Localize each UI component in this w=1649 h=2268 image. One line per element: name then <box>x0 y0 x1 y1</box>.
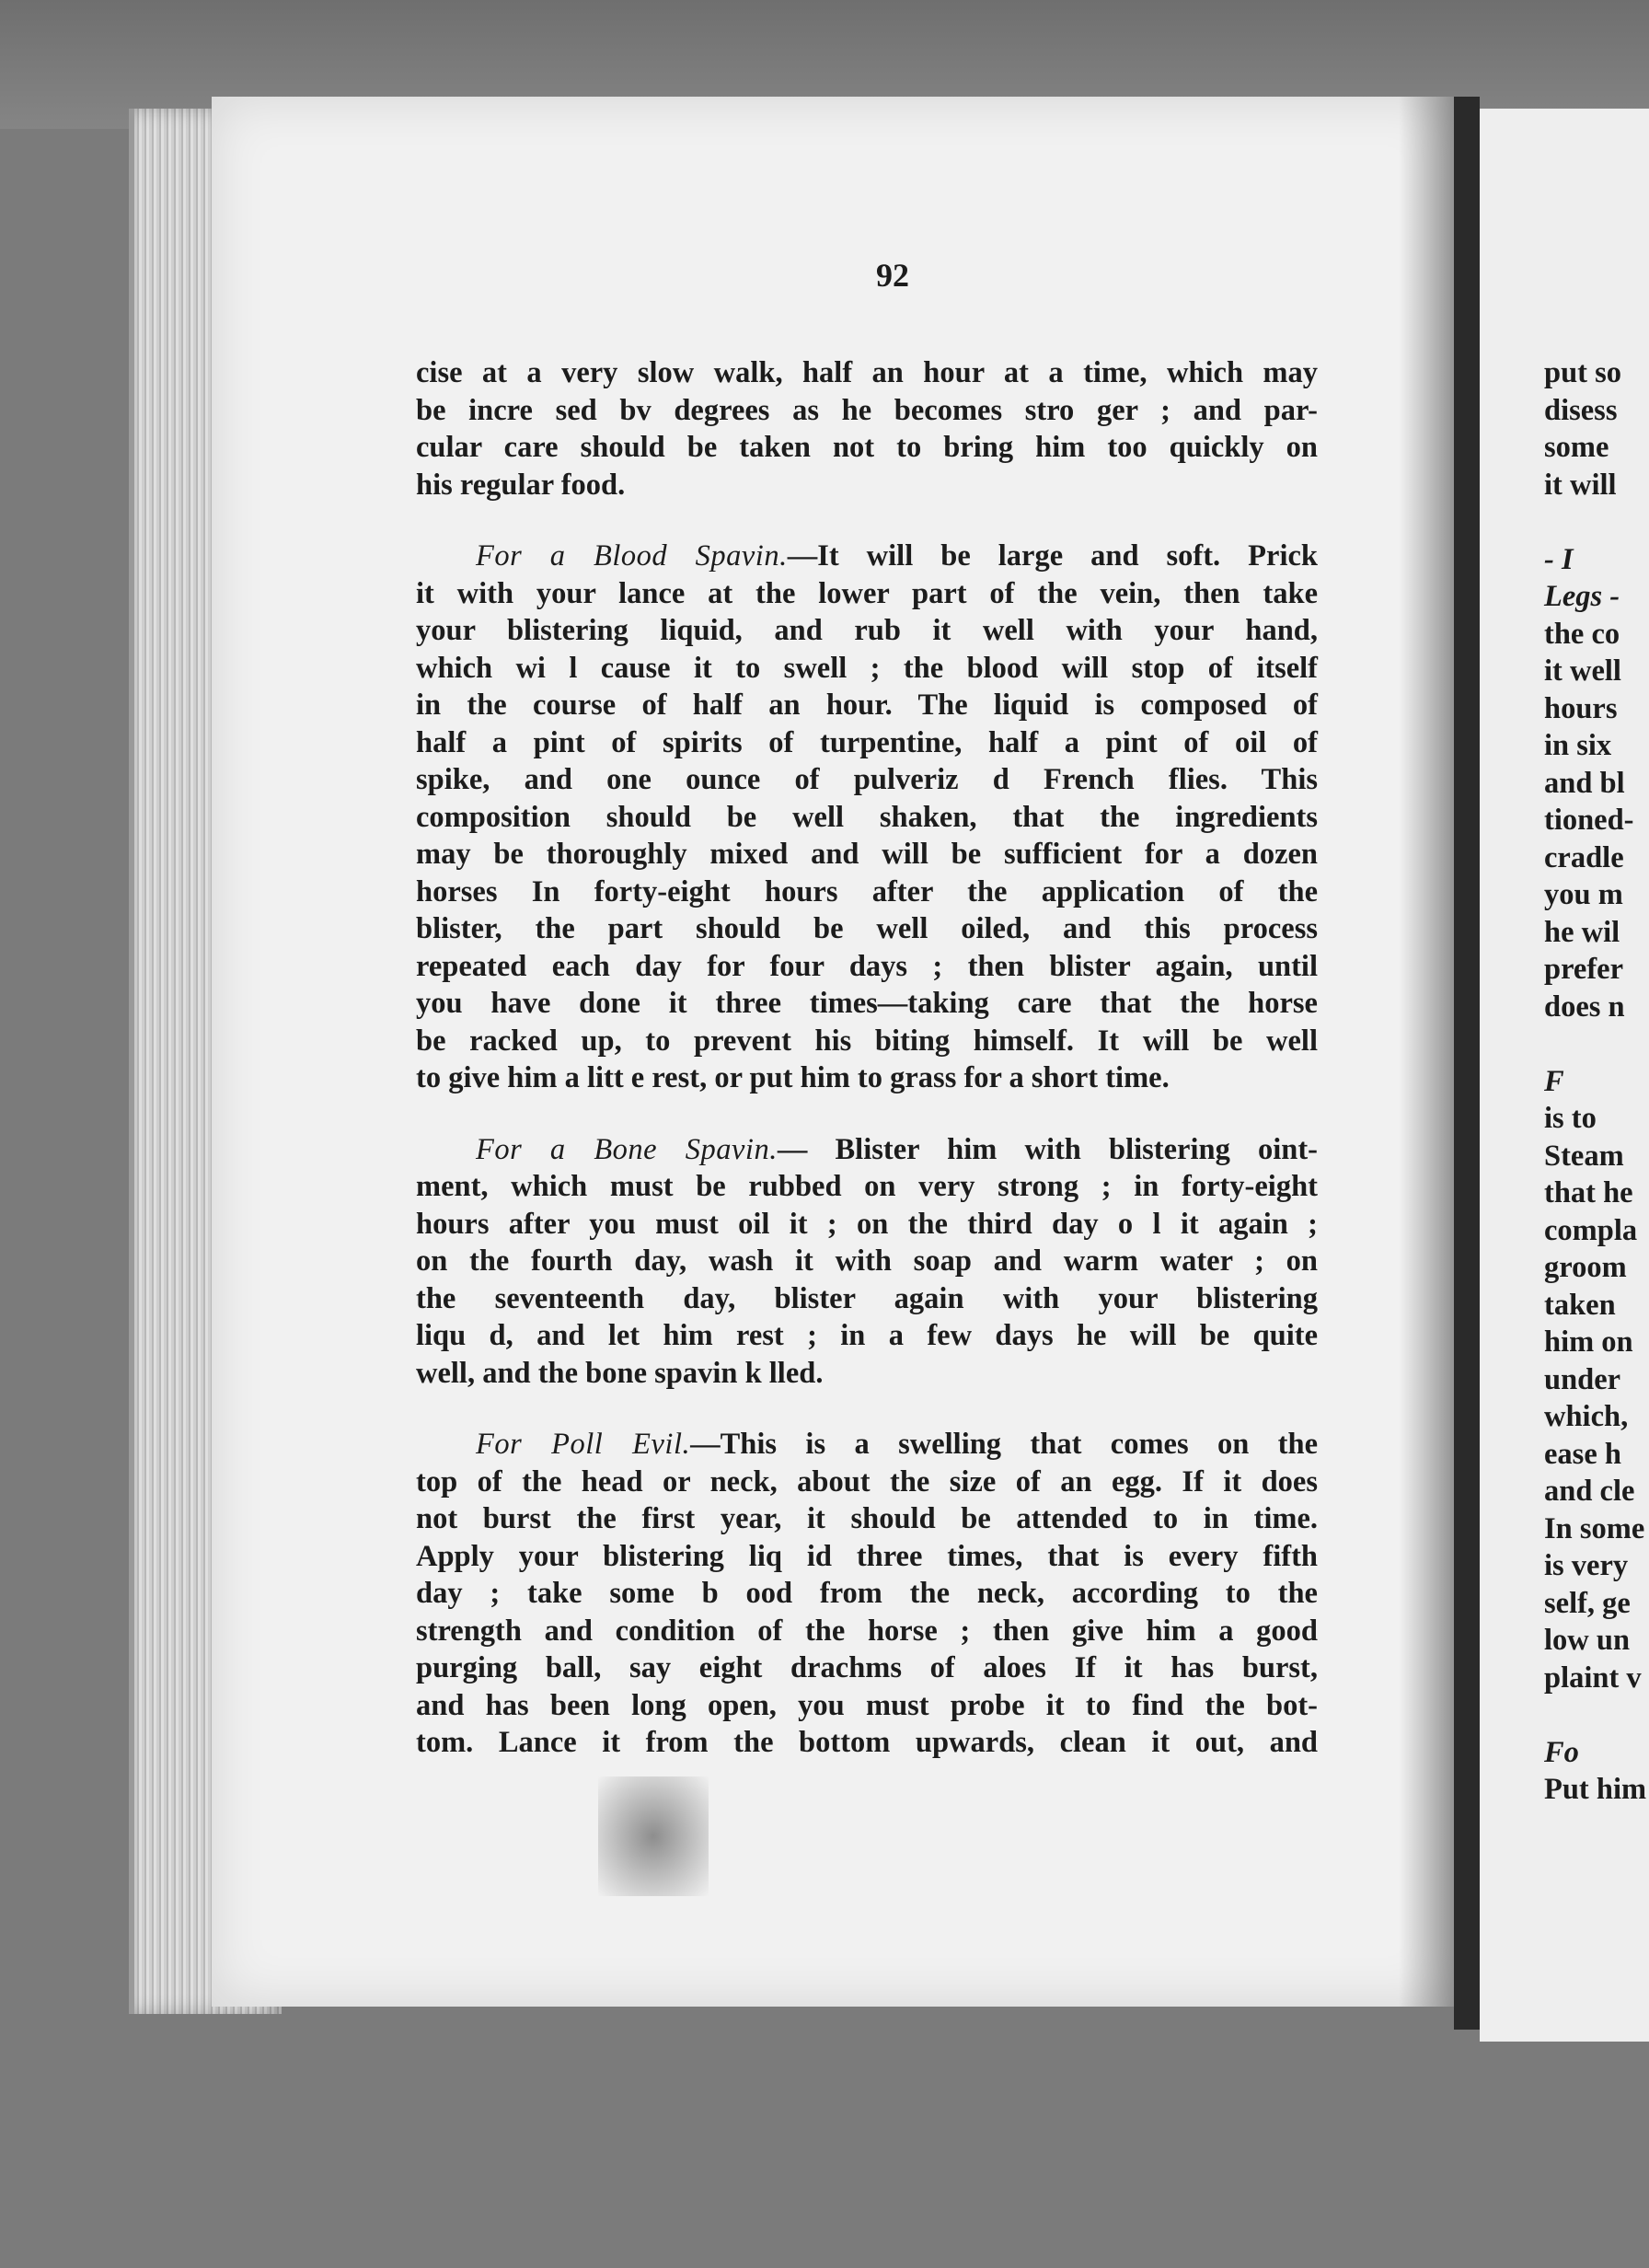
facing-line: ease h <box>1544 1437 1621 1471</box>
facing-page-text <box>1544 354 1649 1809</box>
facing-line: it well <box>1544 654 1621 688</box>
facing-line: put so <box>1544 356 1621 389</box>
text-line: composition should be well shaken, that the ingredients <box>416 800 1318 834</box>
facing-line: Put him <box>1544 1773 1647 1806</box>
text-line: be incre sed bv degrees as he becomes stro ger ; and par- <box>416 393 1318 427</box>
text-line: and has been long open, you must probe it to find the bot- <box>416 1688 1318 1722</box>
facing-line: cradle <box>1544 840 1624 874</box>
facing-line: him on <box>1544 1325 1633 1359</box>
text-line-first: For a Bone Spavin.— Blister him with blistering oint- <box>476 1132 1318 1166</box>
text-line: the seventeenth day, blister again with your blistering <box>416 1281 1318 1315</box>
facing-line: - I <box>1544 542 1574 576</box>
text-line: horses In forty-eight hours after the application of the <box>416 874 1318 908</box>
text-line: be racked up, to prevent his biting himself. It will be well <box>416 1024 1318 1058</box>
facing-line: the co <box>1544 617 1620 651</box>
facing-line: is to <box>1544 1102 1597 1135</box>
text-line: Apply your blistering liq id three times, that is every fifth <box>416 1539 1318 1573</box>
text-line: liqu d, and let him rest ; in a few days he will be quite <box>416 1319 1318 1352</box>
facing-line: he wil <box>1544 915 1620 949</box>
text-line: half a pint of spirits of turpentine, half a pint of oil of <box>416 725 1318 759</box>
facing-line: that he <box>1544 1176 1633 1209</box>
section-heading: For a Bone Spavin. <box>476 1132 778 1166</box>
ink-smudge <box>598 1776 709 1896</box>
facing-line: prefer <box>1544 953 1624 986</box>
text-line: may be thoroughly mixed and will be sufficient for a dozen <box>416 838 1318 871</box>
text-line: your blistering liquid, and rub it well with your hand, <box>416 614 1318 647</box>
text-line: day ; take some b ood from the neck, according to the <box>416 1577 1318 1610</box>
facing-line: taken <box>1544 1288 1616 1322</box>
text-line: not burst the first year, it should be attended to in time. <box>416 1502 1318 1535</box>
facing-line: plaint v <box>1544 1660 1642 1695</box>
book-gutter <box>1454 97 1480 2030</box>
facing-line: In some <box>1544 1511 1645 1545</box>
text-line: you have done it three times—taking care that the horse <box>416 987 1318 1020</box>
text-line: it with your lance at the lower part of the vein, then take <box>416 576 1318 610</box>
facing-line <box>1544 503 1649 541</box>
text-line: to give him a litt e rest, or put him to grass for a short time. <box>416 1061 1170 1094</box>
text-line: in the course of half an hour. The liquid is composed of <box>416 688 1318 722</box>
facing-line: Fo <box>1544 1735 1579 1769</box>
text-line: cular care should be taken not to bring him too quickly on <box>416 431 1318 464</box>
facing-line: Steam <box>1544 1139 1624 1173</box>
facing-line: does n <box>1544 989 1625 1024</box>
text-line: spike, and one ounce of pulveriz d French flies. This <box>416 763 1318 796</box>
paragraph-continuation <box>416 354 1318 503</box>
text-line: ment, which must be rubbed on very strong ; in forty-eight <box>416 1170 1318 1203</box>
facing-line: it will <box>1544 468 1617 502</box>
facing-line: hours <box>1544 691 1618 725</box>
paragraph-poll-evil <box>416 1426 1318 1762</box>
facing-line: tioned- <box>1544 804 1634 837</box>
facing-line: is very <box>1544 1549 1629 1582</box>
text-line: on the fourth day, wash it with soap and warm water ; on <box>416 1244 1318 1278</box>
text-line: his regular food. <box>416 468 626 502</box>
facing-line: in six <box>1544 729 1612 762</box>
facing-line: groom <box>1544 1251 1627 1284</box>
text-line: purging ball, say eight drachms of aloes If it has burst, <box>416 1651 1318 1684</box>
text-line: hours after you must oil it ; on the third day o l it again ; <box>416 1207 1318 1241</box>
text-line: well, and the bone spavin k lled. <box>416 1356 824 1390</box>
facing-line: and cle <box>1544 1475 1635 1508</box>
paragraph-bone-spavin <box>416 1131 1318 1393</box>
facing-line: some <box>1544 431 1609 464</box>
section-heading: For a Blood Spavin. <box>476 539 788 573</box>
facing-line <box>1544 1696 1649 1734</box>
text-line: cise at a very slow walk, half an hour at a time, which may <box>416 356 1318 389</box>
facing-line: under <box>1544 1362 1621 1396</box>
text-line: repeated each day for four days ; then blister again, until <box>416 949 1318 983</box>
facing-line: you m <box>1544 878 1623 911</box>
facing-line: Legs - <box>1544 580 1620 613</box>
facing-line: which, <box>1544 1400 1629 1433</box>
text-line: blister, the part should be well oiled, and this process <box>416 912 1318 945</box>
paragraph-blood-spavin <box>416 538 1318 1097</box>
text-line: tom. Lance it from the bottom upwards, clean it out, and <box>416 1726 1318 1759</box>
text-line: which wi l cause it to swell ; the blood will stop of itself <box>416 651 1318 685</box>
text-line-first: For a Blood Spavin.—It will be large and soft. Prick <box>476 539 1318 573</box>
facing-line: F <box>1544 1064 1564 1098</box>
facing-line: low un <box>1544 1624 1631 1657</box>
text-line: top of the head or neck, about the size of an egg. If it does <box>416 1464 1318 1498</box>
facing-line: self, ge <box>1544 1586 1631 1620</box>
page-number: 92 <box>876 257 909 294</box>
facing-line: and bl <box>1544 766 1625 800</box>
facing-line: compla <box>1544 1213 1638 1247</box>
facing-line <box>1544 1025 1649 1063</box>
section-heading: For Poll Evil. <box>476 1428 691 1461</box>
text-line: strength and condition of the horse ; then give him a good <box>416 1614 1318 1648</box>
text-line-first: For Poll Evil.—This is a swelling that comes on the <box>476 1428 1318 1461</box>
page-text <box>416 354 1318 1762</box>
facing-line: disess <box>1544 393 1618 427</box>
